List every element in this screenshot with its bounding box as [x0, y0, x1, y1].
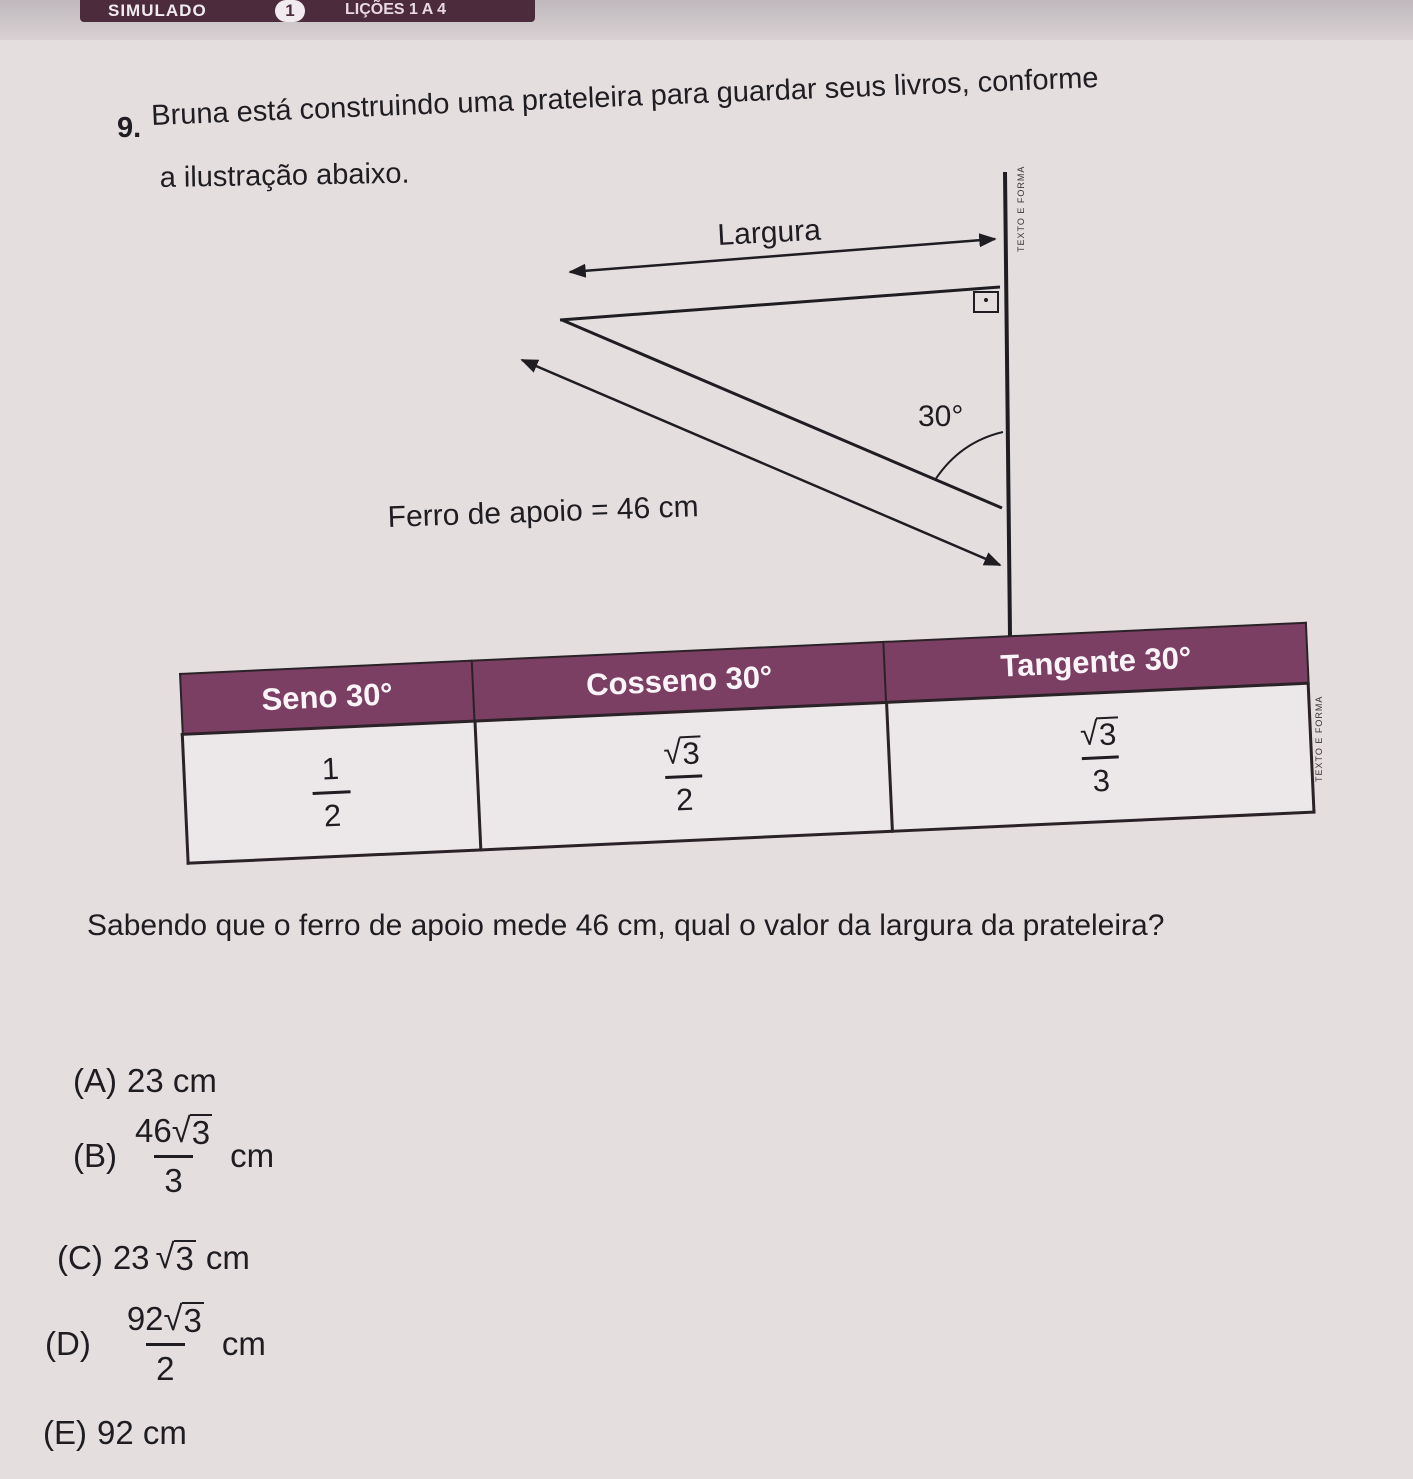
tangente-num	[1071, 714, 1127, 757]
option-b-letter: (B)	[73, 1137, 117, 1174]
question-number: 9.	[117, 112, 142, 144]
option-a-letter: (A)	[73, 1062, 117, 1099]
option-a[interactable]	[73, 1062, 217, 1100]
cosseno-den: 2	[665, 774, 704, 819]
option-b-den: 3	[154, 1155, 192, 1200]
frac-tangente	[1071, 714, 1129, 800]
seno-num: 1	[320, 750, 340, 787]
cell-cosseno	[475, 702, 893, 850]
option-c-sqrt: √ 3	[155, 1238, 194, 1278]
option-d-sqrt: √ 3	[163, 1300, 202, 1340]
figure-credit: TEXTO E FORMA	[1016, 165, 1026, 252]
option-d-letter: (D)	[45, 1325, 91, 1362]
angle-arc	[935, 432, 1003, 480]
frac-seno	[311, 750, 352, 835]
header-cosseno: Cosseno 30°	[472, 642, 886, 721]
option-c-coef: 23	[112, 1238, 150, 1276]
option-b[interactable]	[73, 1112, 274, 1200]
option-d-coef: 92	[126, 1300, 164, 1337]
right-angle-dot	[984, 298, 988, 302]
angle-label: 30°	[918, 400, 964, 433]
option-d-frac	[119, 1300, 212, 1388]
option-d-den: 2	[146, 1343, 184, 1388]
shelf-line	[560, 287, 1000, 320]
tangente-den: 3	[1082, 755, 1121, 800]
option-b-sqrt: √ 3	[171, 1112, 211, 1152]
option-d-unit: cm	[221, 1325, 266, 1362]
largura-label: Largura	[716, 213, 822, 252]
sqrt-cosseno: √ 3	[662, 734, 701, 772]
ferro-label: Ferro de apoio = 46 cm	[387, 490, 700, 534]
option-e-text: 92 cm	[97, 1414, 187, 1451]
question-intro-line1: Bruna está construindo uma prateleira para guardar seus livros, conforme	[150, 61, 1100, 133]
option-b-frac	[127, 1112, 220, 1200]
option-c[interactable]	[57, 1238, 250, 1277]
cell-seno	[182, 721, 480, 863]
shelf-diagram	[0, 0, 1413, 660]
header-seno: Seno 30°	[180, 661, 475, 735]
sqrt-tangente: √ 3	[1079, 715, 1118, 753]
header-licoes: LIÇÕES 1 A 4	[345, 1, 447, 18]
header-simulado: SIMULADO	[108, 1, 207, 20]
cosseno-num	[655, 733, 711, 776]
option-a-text: 23 cm	[127, 1062, 217, 1099]
header-number: 1	[275, 0, 305, 22]
frac-cosseno	[655, 733, 713, 819]
cell-tangente	[887, 683, 1314, 831]
question-intro-line2: a ilustração abaixo.	[159, 157, 410, 195]
question-prompt: Sabendo que o ferro de apoio mede 46 cm, qual o valor da largura da prateleira?	[87, 909, 1165, 942]
option-d[interactable]	[45, 1300, 266, 1388]
seno-den: 2	[313, 790, 352, 835]
option-e-letter: (E)	[43, 1414, 87, 1451]
option-c-unit: cm	[205, 1238, 250, 1276]
wall-line	[1005, 172, 1010, 636]
option-b-unit: cm	[230, 1137, 275, 1174]
option-b-coef: 46	[135, 1112, 172, 1149]
option-c-letter: (C)	[57, 1238, 103, 1276]
header-tangente: Tangente 30°	[884, 623, 1308, 703]
table-credit: TEXTO E FORMA	[1314, 695, 1324, 782]
option-e[interactable]	[43, 1414, 187, 1452]
ferro-arrow	[522, 360, 1000, 565]
